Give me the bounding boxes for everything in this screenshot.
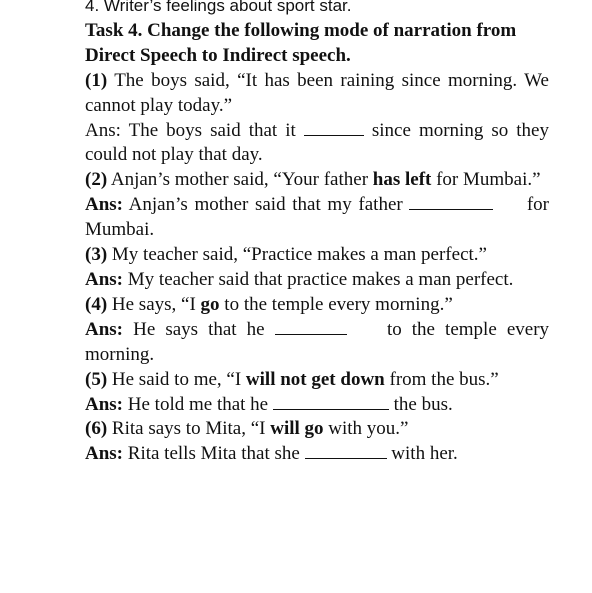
- question-3: [85, 243, 549, 268]
- answer-label: Ans:: [85, 318, 124, 340]
- answer-label: Ans:: [85, 393, 124, 415]
- question-text-after: to the temple every morning.”: [224, 293, 453, 315]
- answer-text-before: Rita tells Mita that she: [127, 443, 300, 465]
- answer-3: [85, 268, 549, 293]
- question-key-verb: go: [200, 293, 220, 315]
- question-text-after: from the bus.”: [389, 368, 499, 390]
- answer-text-after: with her.: [391, 443, 458, 465]
- question-6: [85, 417, 549, 442]
- question-number: (4): [85, 293, 108, 315]
- question-number: (6): [85, 418, 108, 440]
- answer-text: My teacher said that practice makes a man perfect.: [127, 268, 514, 290]
- answer-text-before: Anjan’s mother said that my father: [128, 194, 403, 216]
- answer-6: [85, 442, 549, 467]
- question-number: (5): [85, 368, 108, 390]
- question-text: My teacher said, “Practice makes a man perfect.”: [111, 244, 487, 266]
- answer-label: Ans:: [85, 119, 121, 141]
- question-2: [85, 168, 549, 193]
- question-4: [85, 293, 549, 318]
- task-heading-line1: Task 4. Change the following mode of narration from: [85, 19, 517, 41]
- question-key-verb: will not get down: [245, 368, 385, 390]
- question-text-before: Anjan’s mother said, “Your father: [110, 169, 369, 191]
- question-key-verb: has left: [372, 169, 432, 191]
- answer-5: [85, 393, 549, 418]
- answer-text-before: The boys said that it: [128, 119, 296, 141]
- question-text-after: for Mumbai.”: [436, 169, 541, 191]
- answer-text-before: He told me that he: [127, 393, 269, 415]
- answer-text-after: since morning so they could not play that day.: [85, 119, 549, 166]
- answer-text-before: He says that he: [133, 318, 265, 340]
- question-text: The boys said, “It has been raining since morning. We cannot play today.”: [85, 69, 549, 116]
- answer-blank[interactable]: [273, 393, 389, 410]
- question-text-after: with you.”: [328, 418, 409, 440]
- answer-blank[interactable]: [275, 318, 347, 335]
- question-text-before: He says, “I: [111, 293, 196, 315]
- answer-text-after: to the temple every morning.: [85, 318, 550, 365]
- answer-label: Ans:: [85, 443, 124, 465]
- answer-text-after: for Mumbai.: [85, 194, 550, 241]
- answer-blank[interactable]: [304, 119, 364, 136]
- question-text-before: He said to me, “I: [111, 368, 242, 390]
- question-5: [85, 368, 549, 393]
- question-key-verb: will go: [270, 418, 324, 440]
- answer-label: Ans:: [85, 268, 124, 290]
- answer-blank[interactable]: [409, 193, 493, 210]
- answer-1: [85, 119, 549, 169]
- answer-label: Ans:: [85, 194, 124, 216]
- answer-4: [85, 318, 549, 368]
- answer-blank[interactable]: [305, 442, 387, 459]
- question-number: (1): [85, 69, 108, 91]
- answer-2: [85, 193, 549, 243]
- answer-text-after: the bus.: [393, 393, 453, 415]
- task-heading-line2: Direct Speech to Indirect speech.: [85, 44, 351, 66]
- task-heading: [85, 19, 549, 44]
- question-1: [85, 69, 549, 119]
- worksheet-page: [85, 0, 549, 467]
- previous-item-line: 4. Writer’s feelings about sport star.: [85, 0, 352, 15]
- question-text-before: Rita says to Mita, “I: [111, 418, 266, 440]
- task-heading-cont: [85, 44, 549, 69]
- question-number: (3): [85, 244, 108, 266]
- question-number: (2): [85, 169, 108, 191]
